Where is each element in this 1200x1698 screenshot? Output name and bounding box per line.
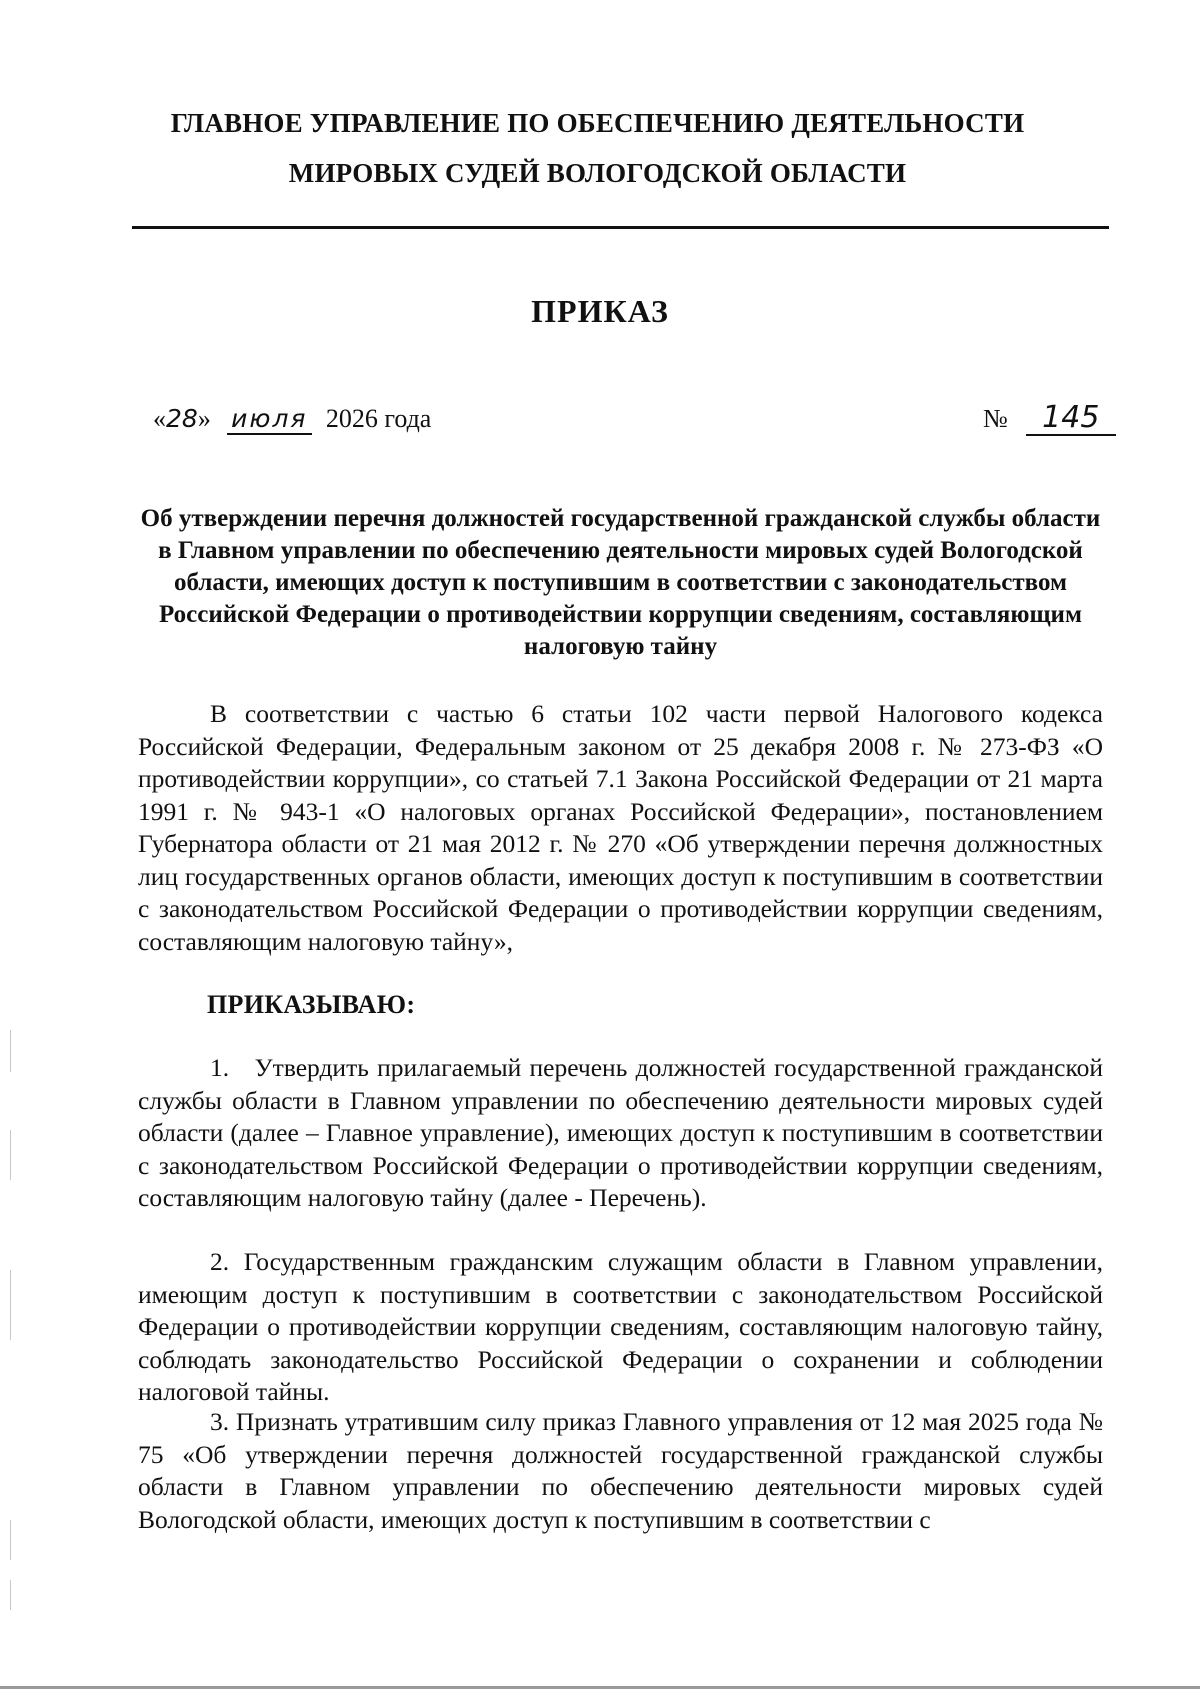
document-number xyxy=(983,402,1116,436)
document-subject: Об утверждении перечня должностей государственной гражданской службы области в Главном управлении по обеспечению деятельности мировых судей Вологодской области, имеющих доступ к поступившим в соответствии с законодательством Российской Федерации о противодействии коррупции сведениям, составляющим налоговую тайну xyxy=(140,505,1101,660)
number-value: 145 xyxy=(1026,402,1116,436)
scan-margin-mark xyxy=(10,1270,11,1340)
preamble-paragraph: В соответствии с частью 6 статьи 102 части первой Налогового кодекса Российской Федерации, Федеральным законом от 25 декабря 2008 г. № 273-ФЗ «О противодействии коррупции», со статьей 7.1 Закона Российской Федерации от 21 марта 1991 г. № 943-1 «О налоговых органах Российской Федерации», постановлением Губернатора области от 21 мая 2012 г. № 270 «Об утверждении перечня должностных лиц государственных органов области, имеющих доступ к поступившим в соответствии с законодательством Российской Федерации о противодействии коррупции сведениям, составляющим налоговую тайну», xyxy=(138,699,1103,956)
date-day: 28 xyxy=(166,404,198,433)
order-heading: ПРИКАЗЫВАЮ: xyxy=(207,990,416,1019)
header-divider xyxy=(132,226,1109,229)
scan-margin-mark xyxy=(10,1520,11,1560)
date-month: июля xyxy=(227,405,312,435)
number-label: № xyxy=(983,404,1008,433)
order-item-3: 3. Признать утратившим силу приказ Главного управления от 12 мая 2025 года № 75 «Об утверждении перечня должностей государственной гражданской службы области в Главном управлении по обеспечению деятельности мировых судей Вологодской области, имеющих доступ к поступившим в соответствии с xyxy=(138,1407,1103,1534)
date-open-quote: « xyxy=(153,404,166,433)
date-close-quote: » xyxy=(197,404,211,433)
org-name-line-2: МИРОВЫХ СУДЕЙ ВОЛОГОДСКОЙ ОБЛАСТИ xyxy=(288,158,907,188)
document-type-title: ПРИКАЗ xyxy=(531,293,669,329)
org-name-line-1: ГЛАВНОЕ УПРАВЛЕНИЕ ПО ОБЕСПЕЧЕНИЮ ДЕЯТЕЛЬНОСТИ xyxy=(170,108,1025,138)
scan-margin-mark xyxy=(10,1580,11,1610)
order-item-2: 2. Государственным гражданским служащим области в Главном управлении, имеющим доступ к поступившим в соответствии с законодательством Российской Федерации о противодействии коррупции сведениям, составляющим налоговую тайну, соблюдать законодательство Российской Федерации о сохранении и соблюдении налоговой тайны. xyxy=(138,1247,1103,1406)
scan-margin-mark xyxy=(10,1130,11,1180)
order-item-1: 1. Утвердить прилагаемый перечень должностей государственной гражданской службы области в Главном управлении по обеспечению деятельности мировых судей области (далее – Главное управление), имеющих доступ к поступившим в соответствии с законодательством Российской Федерации о противодействии коррупции сведениям, составляющим налоговую тайну (далее - Перечень). xyxy=(138,1053,1103,1212)
scan-margin-mark xyxy=(10,1030,11,1072)
scan-bottom-edge xyxy=(0,1686,1200,1689)
date-year: 2026 года xyxy=(325,404,432,433)
document-date xyxy=(153,404,431,435)
